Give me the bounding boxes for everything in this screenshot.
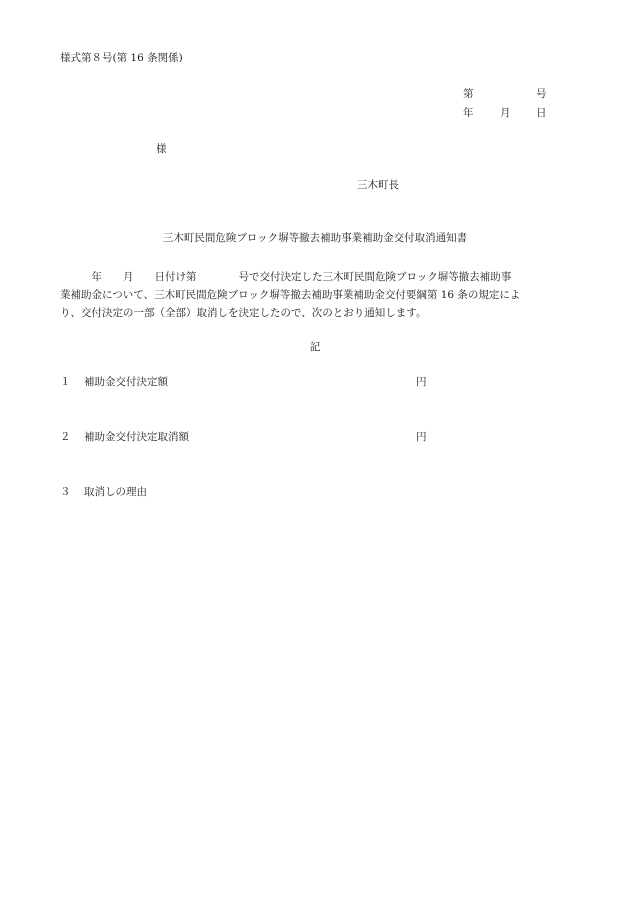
date-month: 月 — [500, 107, 511, 119]
issuer: 三木町長 — [357, 179, 399, 191]
item-number: １ — [60, 376, 71, 388]
body-line: 年 月 日付け第 号で交付決定した三木町民間危険ブロック塀等撤去補助事 — [60, 271, 512, 283]
number-suffix: 号 — [536, 88, 547, 100]
item-label: 補助金交付決定取消額 — [84, 431, 189, 443]
date-year: 年 — [463, 107, 474, 119]
item-label: 取消しの理由 — [84, 486, 147, 498]
item-label: 補助金交付決定額 — [84, 376, 168, 388]
number-prefix: 第 — [463, 88, 474, 100]
item-unit: 円 — [416, 376, 427, 388]
addressee: 様 — [156, 143, 167, 155]
item-number: ３ — [60, 486, 71, 498]
body-line: 業補助金について、三木町民間危険ブロック塀等撤去補助事業補助金交付要綱第 16 条の規定によ — [60, 289, 521, 301]
item-unit: 円 — [416, 431, 427, 443]
form-label: 様式第８号(第 16 条関係) — [60, 52, 183, 64]
ki-heading: 記 — [309, 341, 321, 353]
date-day: 日 — [536, 107, 547, 119]
item-number: ２ — [60, 431, 71, 443]
body-paragraph — [60, 268, 574, 322]
document-title: 三木町民間危険ブロック塀等撤去補助事業補助金交付取消通知書 — [162, 232, 468, 244]
body-line: り、交付決定の一部（全部）取消しを決定したので、次のとおり通知します。 — [60, 307, 427, 319]
